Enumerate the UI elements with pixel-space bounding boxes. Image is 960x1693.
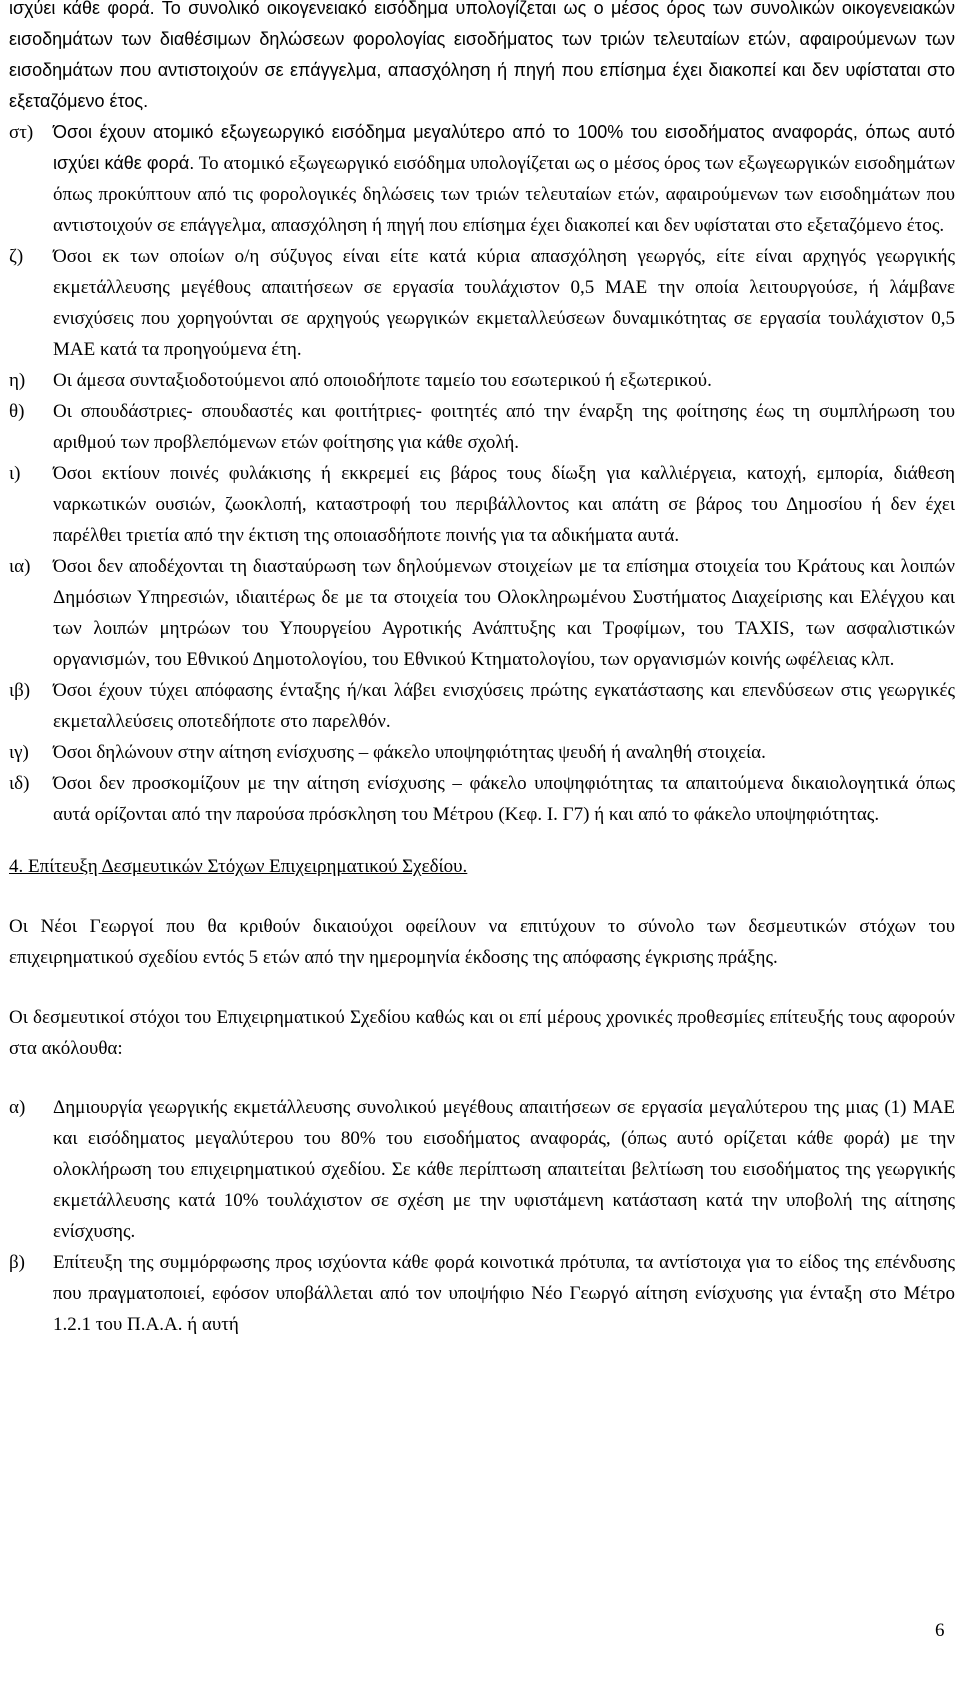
list-marker: ιδ): [9, 773, 30, 794]
paragraph-beneficiaries: Οι Νέοι Γεωργοί που θα κριθούν δικαιούχοι οφείλουν να επιτύχουν το σύνολο των δεσμευτικών στόχων του επιχειρηματικού σχεδίου εντός 5 ετών από την ημερομηνία έκδοσης της απόφασης έγκρισης πράξης.: [9, 916, 955, 968]
list-item-text: Όσοι δηλώνουν στην αίτηση ενίσχυσης – φάκελο υποψηφιότητας ψευδή ή αναληθή στοιχεία.: [53, 742, 766, 763]
list-marker: στ): [9, 122, 34, 143]
list-item-text: Όσοι εκ των οποίων ο/η σύζυγος είναι είτε κατά κύρια απασχόληση γεωργός, είτε είναι αρχηγός γεωργικής εκμετάλλευσης μεγέθους απαιτήσεων σε εργασία τουλάχιστον 0,5 ΜΑΕ την οποία λειτουργούσε, ή λάμβανε ενισχύσεις που χορηγούνται σε αρχηγούς γεωργικών εκμεταλλεύσεων δυναμικότητας σε εργασία τουλάχιστον 0,5 ΜΑΕ κατά τα προηγούμενα έτη.: [53, 246, 955, 360]
list-marker: ζ): [9, 246, 24, 267]
list-item-text: Όσοι έχουν τύχει απόφασης ένταξης ή/και λάβει ενισχύσεις πρώτης εγκατάστασης και επενδύσεων στις γεωργικές εκμεταλλεύσεις οποτεδήποτε στο παρελθόν.: [53, 680, 955, 732]
list-item-text: Οι άμεσα συνταξιοδοτούμενοι από οποιοδήποτε ταμείο του εσωτερικού ή εξωτερικού.: [53, 370, 712, 391]
list-item-iota: [9, 458, 955, 551]
list-item-text: Επίτευξη της συμμόρφωσης προς ισχύοντα κάθε φορά κοινοτικά πρότυπα, τα αντίστοιχα για το είδος της επένδυσης που πραγματοποιεί, εφόσον υποβάλλεται από τον υποψήφιο Νέο Γεωργό αίτηση ενίσχυσης για ένταξη στο Μέτρο 1.2.1 του Π.Α.Α. ή αυτή: [53, 1252, 955, 1335]
list-item-text-serif: Το ατομικό εξωγεωργικό εισόδημα υπολογίζεται ως ο μέσος όρος των εξωγεωργικών εισοδημάτων όπως προκύπτουν από τις φορολογικές δηλώσεις των τριών τελευταίων ετών, αφαιρούμενων των εισοδημάτων που αντιστοιχούν σε επάγγελμα, απασχόληση ή πηγή που επίσημα έχει διακοπεί και δεν υφίσταται στο εξεταζόμενο έτος.: [53, 153, 955, 236]
list-item-z: [9, 241, 955, 365]
list-item-ia: [9, 551, 955, 675]
list-item-text: Οι σπουδάστριες- σπουδαστές και φοιτήτριες- φοιτητές από την έναρξη της φοίτησης έως τη συμπλήρωση του αριθμού των προβλεπόμενων ετών φοίτησης για κάθε σχολή.: [53, 401, 955, 453]
list-item-ib: [9, 675, 955, 737]
paragraph-targets: Οι δεσμευτικοί στόχοι του Επιχειρηματικού Σχεδίου καθώς και οι επί μέρους χρονικές προθεσμίες επίτευξής τους αφορούν στα ακόλουθα:: [9, 1007, 955, 1059]
list-item-text: Όσοι δεν προσκομίζουν με την αίτηση ενίσχυσης – φάκελο υποψηφιότητας τα απαιτούμενα δικαιολογητικά όπως αυτά ορίζονται από την παρούσα πρόσκληση του Μέτρου (Κεφ. Ι. Γ7) ή και από το φάκελο υποψηφιότητας.: [53, 773, 955, 825]
list-item-text: Όσοι δεν αποδέχονται τη διασταύρωση των δηλούμενων στοιχείων με τα επίσημα στοιχεία του Κράτους και λοιπών Δημόσιων Υπηρεσιών, ιδιαιτέρως δε με τα στοιχεία του Ολοκληρωμένου Συστήματος Διαχείρισης και Ελέγχου και των λοιπών μητρώων του Υπουργείου Αγροτικής Ανάπτυξης και Τροφίμων, του TAXIS, των ασφαλιστικών οργανισμών, του Εθνικού Δημοτολογίου, του Εθνικού Κτηματολογίου, των οργανισμών κοινής ωφέλειας κλπ.: [53, 556, 955, 670]
page-number: 6: [935, 1620, 945, 1641]
list-item-text: Δημιουργία γεωργικής εκμετάλλευσης συνολικού μεγέθους απαιτήσεων σε εργασία μεγαλύτερου της μιας (1) ΜΑΕ και εισόδηματος μεγαλύτερου του 80% του εισοδήματος αναφοράς, (όπως αυτό ορίζεται κάθε φορά) με την ολοκλήρωση του επιχειρηματικού σχεδίου. Σε κάθε περίπτωση απαιτείται βελτίωση του εισοδήματος της γεωργικής εκμετάλλευσης κατά 10% τουλάχιστον σε σχέση με την υφιστάμενη κατάσταση κατά την υποβολή της αίτησης ενίσχυσης.: [53, 1097, 955, 1242]
list-item-i: [9, 365, 955, 396]
list-marker: ι): [9, 463, 21, 484]
list-marker: θ): [9, 401, 25, 422]
list-item-text: [53, 117, 955, 241]
section-heading: 4. Επίτευξη Δεσμευτικών Στόχων Επιχειρηματικού Σχεδίου.: [9, 856, 468, 877]
list-marker: β): [9, 1252, 25, 1273]
list-item-id: [9, 768, 955, 830]
list-marker: η): [9, 370, 26, 391]
list-marker: ια): [9, 556, 31, 577]
list-item-b: [9, 1247, 955, 1340]
list-item-text: Όσοι εκτίουν ποινές φυλάκισης ή εκκρεμεί εις βάρος τους δίωξη για καλλιέργεια, κατοχή, εμπορία, διάθεση ναρκωτικών ουσιών, ζωοκλοπή, καταστροφή του περιβάλλοντος και απάτη σε βάρος του Δημοσίου ή δεν έχει παρέλθει τριετία από την έκτιση της οποιασδήποτε ποινής για τα αδικήματα αυτά.: [53, 463, 955, 546]
list-item-text-sans: Όσοι έχουν ατομικό εξωγεωργικό εισόδημα μεγαλύτερο από το 100% του εισοδήματος αναφοράς, όπως αυτό ισχύει κάθε φορά.: [53, 122, 955, 173]
list-marker: ιγ): [9, 742, 29, 763]
document-page: [9, 0, 955, 1340]
list-item-st: [9, 117, 955, 241]
list-item-a: [9, 1092, 955, 1247]
intro-paragraph: ισχύει κάθε φορά. Το συνολικό οικογενειακό εισόδημα υπολογίζεται ως ο μέσος όρος των συνολικών οικογενειακών εισοδημάτων των διαθέσιμων δηλώσεων φορολογίας εισοδήματος των τριών τελευταίων ετών, αφαιρούμενων των εισοδημάτων που αντιστοιχούν σε επάγγελμα, απασχόληση ή πηγή που επίσημα έχει διακοπεί και δεν υφίσταται στο εξεταζόμενο έτος.: [9, 0, 955, 111]
list-item-ig: [9, 737, 955, 768]
list-item-th: [9, 396, 955, 458]
list-marker: α): [9, 1097, 26, 1118]
list-marker: ιβ): [9, 680, 31, 701]
